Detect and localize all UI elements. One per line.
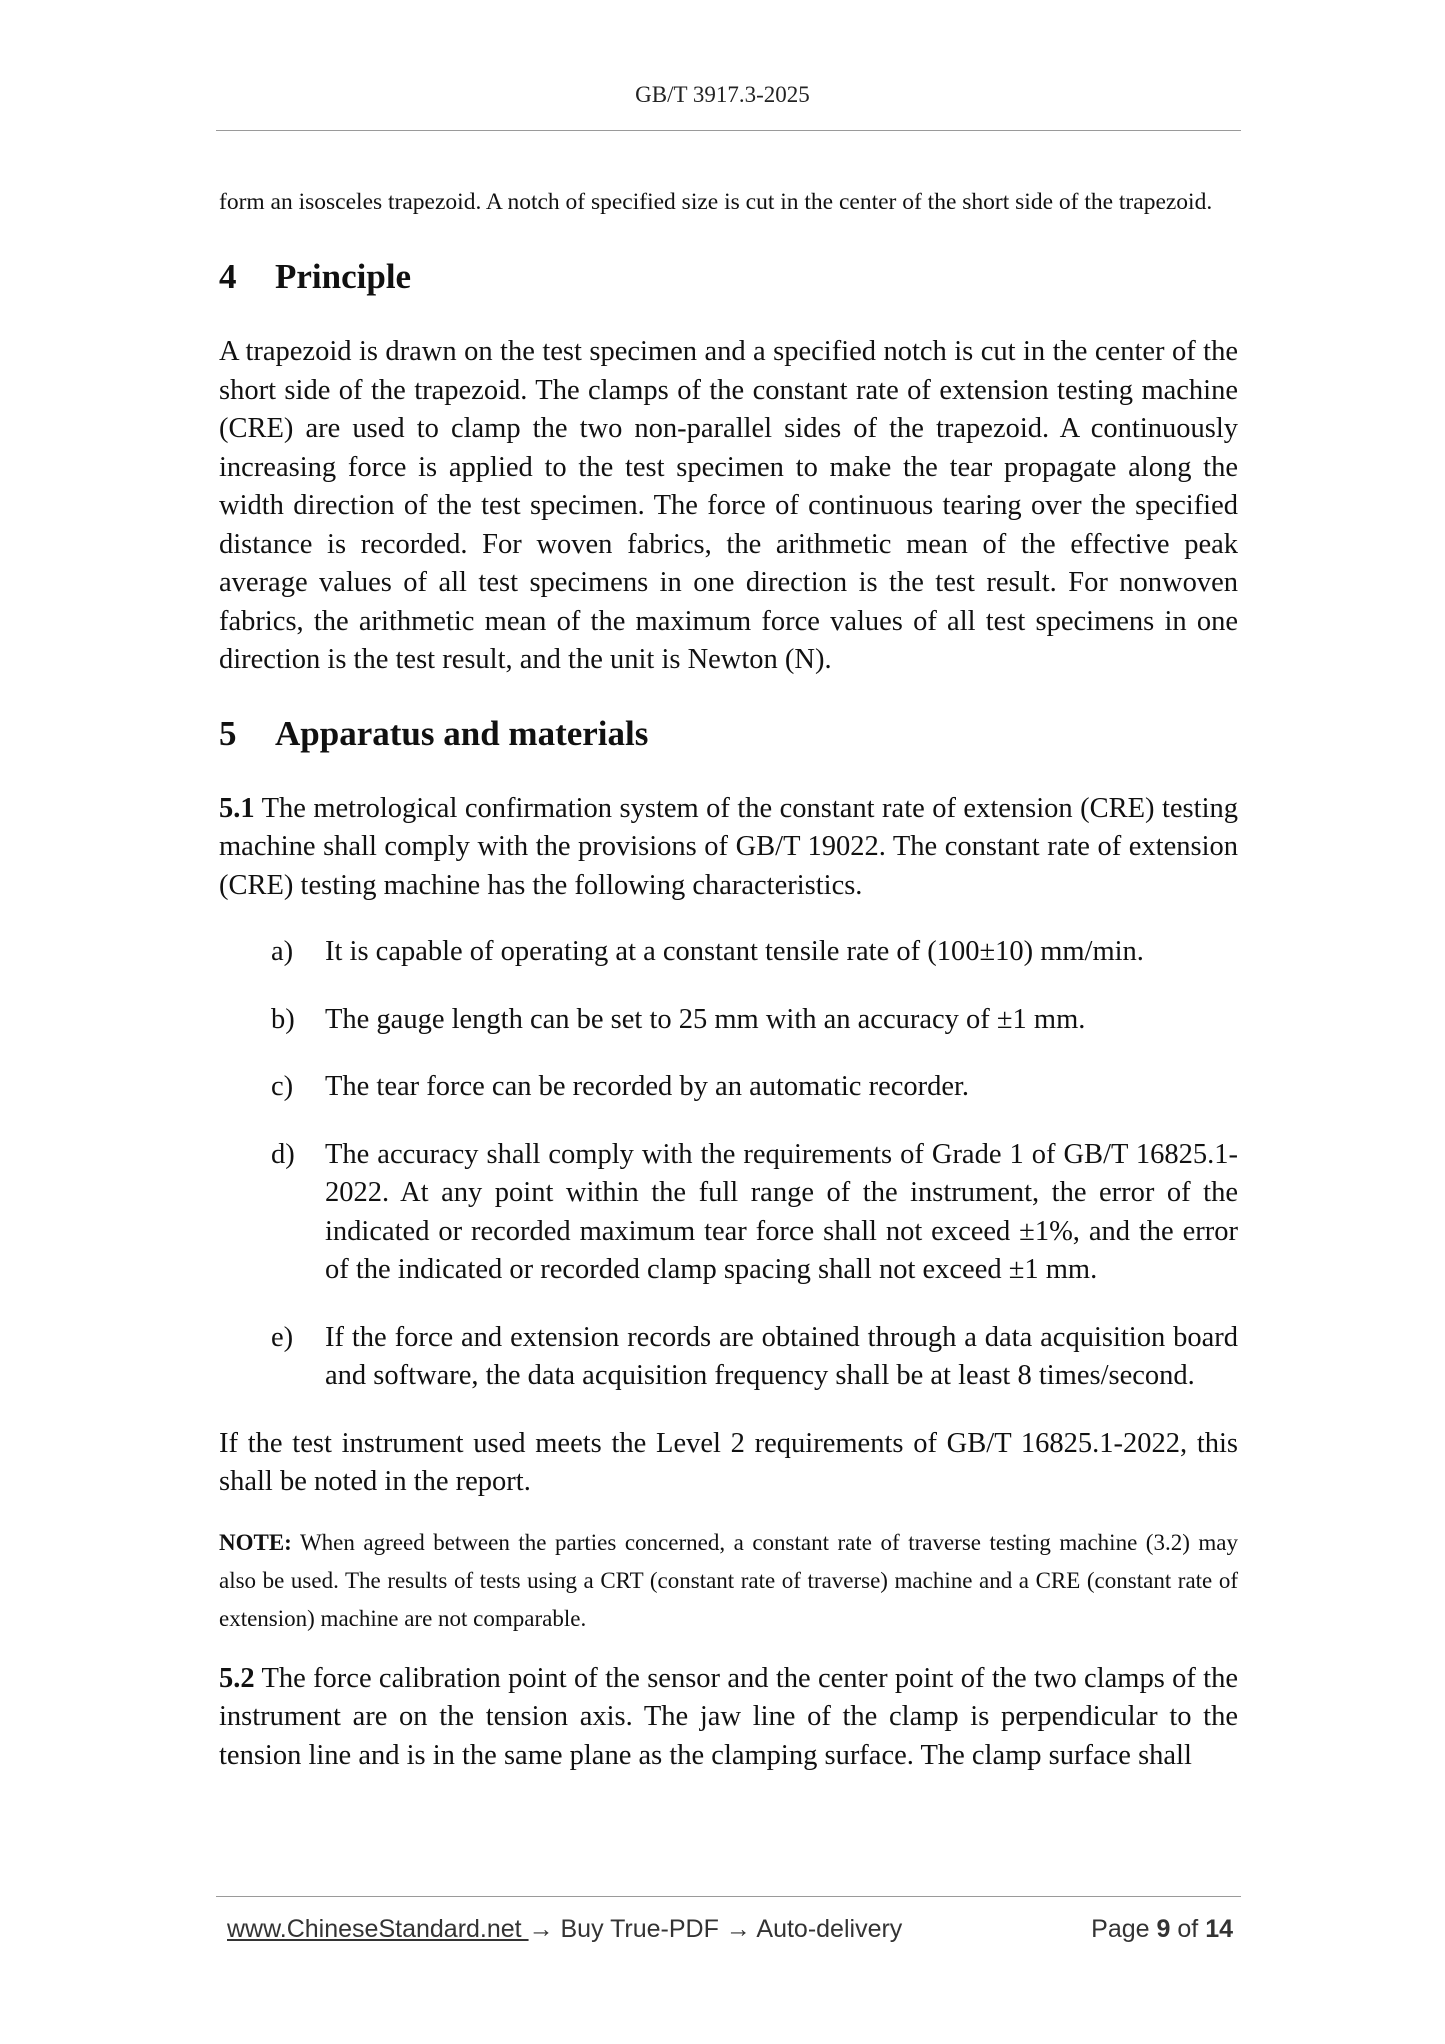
list-item-label: c) [271, 1071, 294, 1102]
list-item-text: The tear force can be recorded by an automatic recorder. [325, 1071, 970, 1102]
level2-paragraph: If the test instrument used meets the Level 2 requirements of GB/T 16825.1-2022, this shall be noted in the report. [219, 1427, 1238, 1497]
footer-links [227, 1915, 902, 1944]
note-paragraph [219, 1524, 1238, 1638]
list-item-text: The gauge length can be set to 25 mm with an accuracy of ±1 mm. [325, 1003, 1086, 1035]
list-item-label: b) [271, 1003, 295, 1035]
section-5-number: 5 [219, 713, 237, 753]
clause-5-1 [219, 790, 1238, 906]
footer-divider [216, 1896, 1241, 1897]
principle-paragraph: A trapezoid is drawn on the test specimen and a specified notch is cut in the center of the short side of the trapezoid. The clamps of the constant rate of extension testing machine (CRE) are used to clamp the two non-parallel sides of the trapezoid. A continuously increasing force is applied to the test specimen to make the tear propagate along the width direction of the test specimen. The force of continuous tearing over the specified distance is recorded. For woven fabrics, the arithmetic mean of the effective peak average values of all test specimens in one direction is the test result. For nonwoven fabrics, the arithmetic mean of the maximum force values of all test specimens in one direction is the test result, and the unit is Newton (N). [219, 336, 1238, 675]
list-item [219, 933, 1238, 972]
clause-5-1-text: The metrological confirmation system of the constant rate of extension (CRE) testing machine shall comply with the provisions of GB/T 19022. The constant rate of extension (CRE) testing machine has the following characteristics. [219, 792, 1238, 901]
list-item [219, 1319, 1238, 1396]
page-content [219, 185, 1238, 1775]
header-divider [216, 130, 1241, 131]
page-number [1091, 1915, 1233, 1944]
website-link[interactable]: www.ChineseStandard.net [227, 1915, 529, 1943]
list-item-label: d) [271, 1138, 295, 1170]
section-5-title: Apparatus and materials [275, 713, 649, 753]
footer-links-text: → Buy True-PDF → Auto-delivery [528, 1915, 903, 1943]
list-item [219, 1001, 1238, 1040]
list-item-text: It is capable of operating at a constant tensile rate of (100±10) mm/min. [325, 936, 1144, 967]
clause-5-2-number: 5.2 [219, 1662, 255, 1694]
list-item-label: a) [271, 936, 294, 967]
page-word: Page [1091, 1915, 1150, 1943]
section-4-title: Principle [275, 257, 412, 296]
section-5-heading [219, 712, 1238, 756]
page-header: GB/T 3917.3-2025 [635, 82, 810, 107]
list-item [219, 1136, 1238, 1290]
note-label: NOTE: [219, 1529, 292, 1555]
list-item [219, 1068, 1238, 1107]
clause-5-1-number: 5.1 [219, 792, 255, 824]
page-total: 14 [1205, 1915, 1233, 1943]
section-4-number: 4 [219, 257, 237, 296]
clause-5-2 [219, 1660, 1238, 1776]
section-4-heading [219, 255, 1238, 299]
characteristics-list [219, 933, 1238, 1396]
list-item-text: The accuracy shall comply with the requirements of Grade 1 of GB/T 16825.1-2022. At any point within the full range of the instrument, the error of the indicated or recorded maximum tear force shall not exceed ±1%, and the error of the indicated or recorded clamp spacing shall not exceed ±1 mm. [325, 1138, 1238, 1285]
list-item-text: If the force and extension records are obtained through a data acquisition board and software, the data acquisition frequency shall be at least 8 times/second. [325, 1321, 1238, 1391]
clause-5-2-text: The force calibration point of the sensor and the center point of the two clamps of the instrument are on the tension axis. The jaw line of the clamp is perpendicular to the tension line and is in the same plane as the clamping surface. The clamp surface shall [219, 1662, 1238, 1771]
page-current: 9 [1156, 1915, 1171, 1943]
page-footer [227, 1915, 1233, 1955]
intro-paragraph: form an isosceles trapezoid. A notch of specified size is cut in the center of the short side of the trapezoid. [219, 189, 1213, 215]
list-item-label: e) [271, 1321, 294, 1353]
page-of: of [1177, 1915, 1199, 1943]
note-text: When agreed between the parties concerned, a constant rate of traverse testing machine (3.2) may also be used. The results of tests using a CRT (constant rate of traverse) machine and a CRE (constant rate of extension) machine are not comparable. [219, 1529, 1238, 1631]
